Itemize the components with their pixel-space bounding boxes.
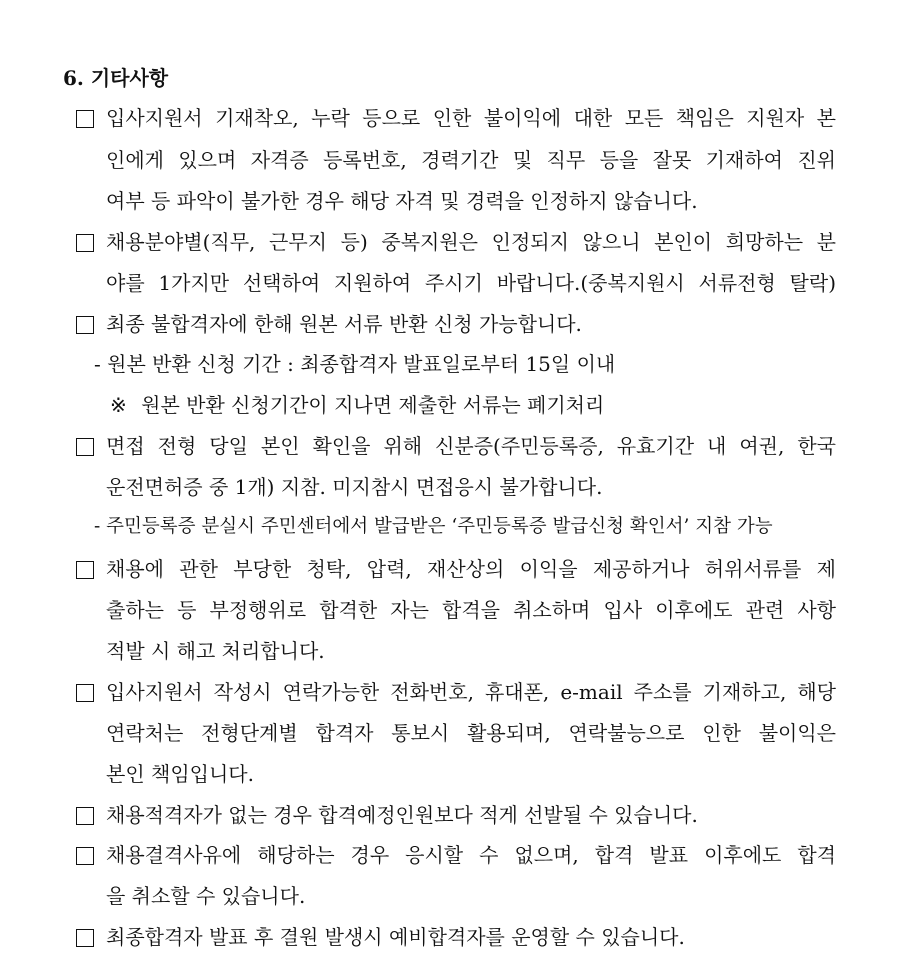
checkbox-bullet-icon: [76, 929, 94, 947]
sub-item: [94, 515, 773, 539]
list-item: [76, 680, 836, 706]
item-text-line: 연락처는 전형단계별 합격자 통보시 활용되며, 연락불능으로 인한 불이익은: [106, 721, 836, 745]
checkbox-bullet-icon: [76, 234, 94, 252]
list-item: [76, 843, 836, 869]
checkbox-bullet-icon: [76, 110, 94, 128]
item-text-line: 최종합격자 발표 후 결원 발생시 예비합격자를 운영할 수 있습니다.: [106, 925, 685, 949]
section-title: 6. 기타사항: [63, 66, 169, 90]
list-item-continuation: [76, 189, 836, 215]
list-item-continuation: [76, 884, 836, 910]
bullet-glyph-store: [0, 0, 1, 1]
item-text-line: 여부 등 파악이 불가한 경우 해당 자격 및 경력을 인정하지 않습니다.: [106, 189, 698, 213]
item-text-line: 채용적격자가 없는 경우 합격예정인원보다 적게 선발될 수 있습니다.: [106, 803, 698, 827]
checkbox-bullet-icon: [76, 847, 94, 865]
item-text-line: 채용결격사유에 해당하는 경우 응시할 수 없으며, 합격 발표 이후에도 합격: [106, 843, 836, 867]
item-text-line: 적발 시 해고 처리합니다.: [106, 639, 325, 663]
list-item-continuation: [76, 721, 836, 747]
dash-bullet: -: [94, 516, 101, 537]
reference-mark-icon: ※: [110, 393, 127, 417]
item-text-line: 운전면허증 중 1개) 지참. 미지참시 면접응시 불가합니다.: [106, 475, 603, 499]
item-text-line: 면접 전형 당일 본인 확인을 위해 신분증(주민등록증, 유효기간 내 여권, 한국: [106, 434, 836, 458]
note-text: 원본 반환 신청기간이 지나면 제출한 서류는 폐기처리: [141, 393, 605, 417]
checkbox-bullet-icon: [76, 316, 94, 334]
list-item-continuation: [76, 762, 836, 788]
sub-item-text: 원본 반환 신청 기간 : 최종합격자 발표일로부터 15일 이내: [107, 352, 616, 376]
item-text-line: 인에게 있으며 자격증 등록번호, 경력기간 및 직무 등을 잘못 기재하여 진위: [106, 148, 836, 172]
note-item: [110, 393, 604, 417]
list-item-continuation: [76, 475, 836, 501]
item-text-line: 을 취소할 수 있습니다.: [106, 884, 306, 908]
list-item: [76, 230, 836, 256]
list-item: [76, 312, 836, 338]
item-text-line: 입사지원서 기재착오, 누락 등으로 인한 불이익에 대한 모든 책임은 지원자 본: [106, 106, 836, 130]
list-item-continuation: [76, 598, 836, 624]
item-text-line: 야를 1가지만 선택하여 지원하여 주시기 바랍니다.(중복지원시 서류전형 탈락): [106, 271, 836, 295]
list-item-continuation: [76, 639, 836, 665]
item-text-line: 채용분야별(직무, 근무지 등) 중복지원은 인정되지 않으니 본인이 희망하는 분: [106, 230, 836, 254]
bullet-glyph: [0, 0, 1, 1]
list-item: [76, 434, 836, 460]
list-item-continuation: [76, 271, 836, 297]
checkbox-bullet-icon: [76, 807, 94, 825]
list-item: [76, 925, 836, 951]
list-item: [76, 557, 836, 583]
item-text-line: 출하는 등 부정행위로 합격한 자는 합격을 취소하며 입사 이후에도 관련 사항: [106, 598, 836, 622]
sub-item: [94, 352, 615, 376]
sub-item-text: 주민등록증 분실시 주민센터에서 발급받은 ‘주민등록증 발급신청 확인서’ 지참 가능: [106, 516, 773, 537]
item-text-line: 최종 불합격자에 한해 원본 서류 반환 신청 가능합니다.: [106, 312, 582, 336]
list-item: [76, 106, 836, 132]
checkbox-bullet-icon: [76, 561, 94, 579]
item-text-line: 입사지원서 작성시 연락가능한 전화번호, 휴대폰, e-mail 주소를 기재하고, 해당: [106, 680, 836, 704]
checkbox-bullet-icon: [76, 438, 94, 456]
list-item-continuation: [76, 148, 836, 174]
dash-bullet: -: [94, 352, 101, 376]
checkbox-bullet-icon: [76, 684, 94, 702]
item-text-line: 본인 책임입니다.: [106, 762, 254, 786]
list-item: [76, 803, 836, 829]
item-text-line: 채용에 관한 부당한 청탁, 압력, 재산상의 이익을 제공하거나 허위서류를 제: [106, 557, 836, 581]
